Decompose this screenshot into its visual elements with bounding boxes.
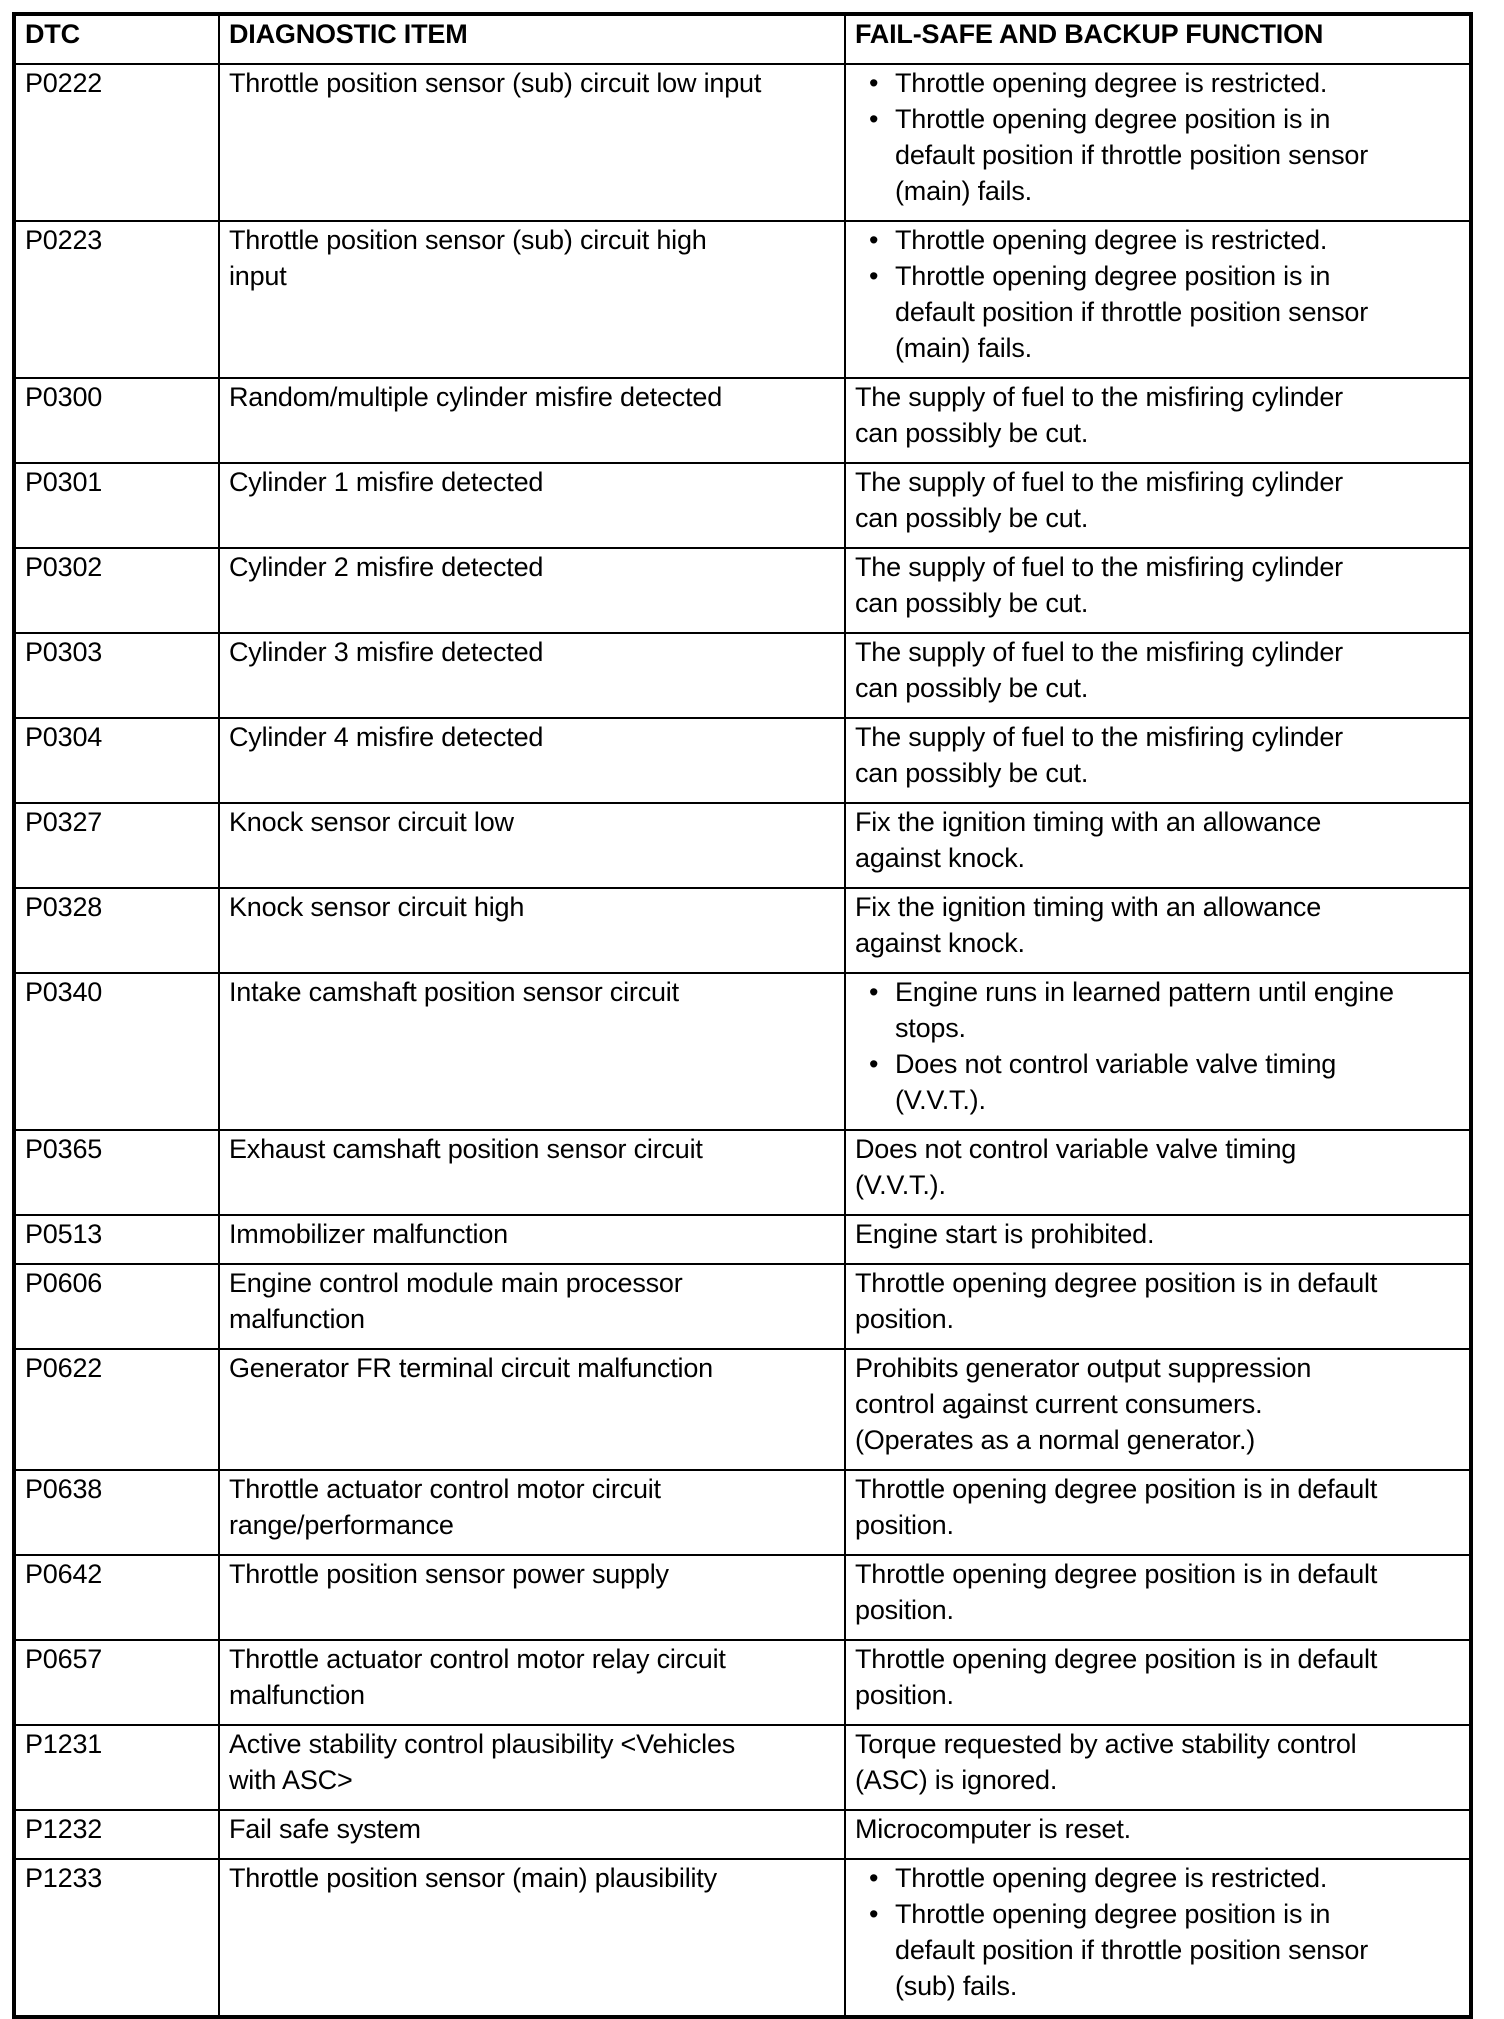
- dtc-code: P1232: [14, 1810, 219, 1859]
- table-body: [14, 64, 1471, 2017]
- fail-safe-function: The supply of fuel to the misfiring cylinder can possibly be cut.: [845, 718, 1471, 803]
- table-row: [14, 1470, 1471, 1555]
- fail-safe-function: Fix the ignition timing with an allowance against knock.: [845, 888, 1471, 973]
- fail-safe-function: The supply of fuel to the misfiring cylinder can possibly be cut.: [845, 463, 1471, 548]
- table-row: [14, 1555, 1471, 1640]
- dtc-code: P1231: [14, 1725, 219, 1810]
- table-row: [14, 1725, 1471, 1810]
- fail-safe-function: Throttle opening degree position is in default position.: [845, 1640, 1471, 1725]
- dtc-code: P0642: [14, 1555, 219, 1640]
- table-row: [14, 1264, 1471, 1349]
- fail-safe-bullet: • Throttle opening degree position is in default position if throttle position sensor (main) fails.: [895, 101, 1461, 209]
- diagnostic-item: Intake camshaft position sensor circuit: [219, 973, 845, 1130]
- fail-safe-function: Prohibits generator output suppression control against current consumers. (Operates as a normal generator.): [845, 1349, 1471, 1470]
- table-row: [14, 1215, 1471, 1264]
- dtc-fail-safe-table: [12, 12, 1473, 2019]
- dtc-code: P0222: [14, 64, 219, 221]
- diagnostic-item: Throttle position sensor (sub) circuit low input: [219, 64, 845, 221]
- diagnostic-item: Cylinder 4 misfire detected: [219, 718, 845, 803]
- header-diagnostic-item: DIAGNOSTIC ITEM: [219, 14, 845, 64]
- fail-safe-function: [845, 1859, 1471, 2017]
- table-row: [14, 1640, 1471, 1725]
- table-row: [14, 378, 1471, 463]
- dtc-code: P0365: [14, 1130, 219, 1215]
- table-row: [14, 548, 1471, 633]
- fail-safe-bullet: • Throttle opening degree is restricted.: [895, 222, 1461, 258]
- table-row: [14, 973, 1471, 1130]
- diagnostic-item: Random/multiple cylinder misfire detected: [219, 378, 845, 463]
- table-row: [14, 463, 1471, 548]
- dtc-code: P0513: [14, 1215, 219, 1264]
- diagnostic-item: Exhaust camshaft position sensor circuit: [219, 1130, 845, 1215]
- diagnostic-item: Throttle actuator control motor circuit range/performance: [219, 1470, 845, 1555]
- table-row: [14, 221, 1471, 378]
- dtc-code: P0328: [14, 888, 219, 973]
- table-row: [14, 1349, 1471, 1470]
- diagnostic-item: Cylinder 2 misfire detected: [219, 548, 845, 633]
- dtc-code: P0638: [14, 1470, 219, 1555]
- dtc-code: P0223: [14, 221, 219, 378]
- fail-safe-bullet: • Does not control variable valve timing (V.V.T.).: [895, 1046, 1461, 1118]
- dtc-code: P0304: [14, 718, 219, 803]
- fail-safe-function: The supply of fuel to the misfiring cylinder can possibly be cut.: [845, 633, 1471, 718]
- fail-safe-function: Engine start is prohibited.: [845, 1215, 1471, 1264]
- diagnostic-item: Throttle position sensor (sub) circuit high input: [219, 221, 845, 378]
- diagnostic-item: Knock sensor circuit low: [219, 803, 845, 888]
- fail-safe-bullet-list: [855, 974, 1461, 1118]
- diagnostic-item: Engine control module main processor malfunction: [219, 1264, 845, 1349]
- table-row: [14, 1130, 1471, 1215]
- dtc-code: P0606: [14, 1264, 219, 1349]
- dtc-code: P0657: [14, 1640, 219, 1725]
- table-row: [14, 888, 1471, 973]
- diagnostic-item: Immobilizer malfunction: [219, 1215, 845, 1264]
- fail-safe-function: Throttle opening degree position is in default position.: [845, 1264, 1471, 1349]
- header-fail-safe: FAIL-SAFE AND BACKUP FUNCTION: [845, 14, 1471, 64]
- fail-safe-bullet-list: [855, 1860, 1461, 2004]
- dtc-code: P1233: [14, 1859, 219, 2017]
- table-row: [14, 633, 1471, 718]
- fail-safe-bullet: • Throttle opening degree is restricted.: [895, 65, 1461, 101]
- fail-safe-bullet-list: [855, 222, 1461, 366]
- table-row: [14, 1859, 1471, 2017]
- fail-safe-function: Throttle opening degree position is in default position.: [845, 1555, 1471, 1640]
- dtc-code: P0301: [14, 463, 219, 548]
- header-dtc: DTC: [14, 14, 219, 64]
- fail-safe-bullet: • Throttle opening degree is restricted.: [895, 1860, 1461, 1896]
- dtc-code: P0327: [14, 803, 219, 888]
- header-row: [14, 14, 1471, 64]
- fail-safe-function: Microcomputer is reset.: [845, 1810, 1471, 1859]
- diagnostic-item: Fail safe system: [219, 1810, 845, 1859]
- dtc-code: P0622: [14, 1349, 219, 1470]
- fail-safe-function: [845, 221, 1471, 378]
- table-row: [14, 718, 1471, 803]
- dtc-code: P0302: [14, 548, 219, 633]
- fail-safe-function: The supply of fuel to the misfiring cylinder can possibly be cut.: [845, 378, 1471, 463]
- diagnostic-item: Cylinder 3 misfire detected: [219, 633, 845, 718]
- fail-safe-bullet: • Throttle opening degree position is in default position if throttle position sensor (sub) fails.: [895, 1896, 1461, 2004]
- fail-safe-bullet-list: [855, 65, 1461, 209]
- fail-safe-function: [845, 64, 1471, 221]
- table-row: [14, 64, 1471, 221]
- table-row: [14, 803, 1471, 888]
- diagnostic-item: Generator FR terminal circuit malfunction: [219, 1349, 845, 1470]
- fail-safe-function: Fix the ignition timing with an allowance against knock.: [845, 803, 1471, 888]
- diagnostic-item: Cylinder 1 misfire detected: [219, 463, 845, 548]
- fail-safe-function: [845, 973, 1471, 1130]
- fail-safe-function: Does not control variable valve timing (V.V.T.).: [845, 1130, 1471, 1215]
- table-row: [14, 1810, 1471, 1859]
- dtc-code: P0303: [14, 633, 219, 718]
- diagnostic-item: Knock sensor circuit high: [219, 888, 845, 973]
- table-header: [14, 14, 1471, 64]
- fail-safe-function: Throttle opening degree position is in default position.: [845, 1470, 1471, 1555]
- diagnostic-item: Throttle actuator control motor relay circuit malfunction: [219, 1640, 845, 1725]
- dtc-code: P0340: [14, 973, 219, 1130]
- fail-safe-bullet: • Engine runs in learned pattern until engine stops.: [895, 974, 1461, 1046]
- dtc-code: P0300: [14, 378, 219, 463]
- diagnostic-item: Active stability control plausibility <Vehicles with ASC>: [219, 1725, 845, 1810]
- diagnostic-item: Throttle position sensor (main) plausibility: [219, 1859, 845, 2017]
- fail-safe-function: The supply of fuel to the misfiring cylinder can possibly be cut.: [845, 548, 1471, 633]
- diagnostic-item: Throttle position sensor power supply: [219, 1555, 845, 1640]
- fail-safe-bullet: • Throttle opening degree position is in default position if throttle position sensor (main) fails.: [895, 258, 1461, 366]
- fail-safe-function: Torque requested by active stability control (ASC) is ignored.: [845, 1725, 1471, 1810]
